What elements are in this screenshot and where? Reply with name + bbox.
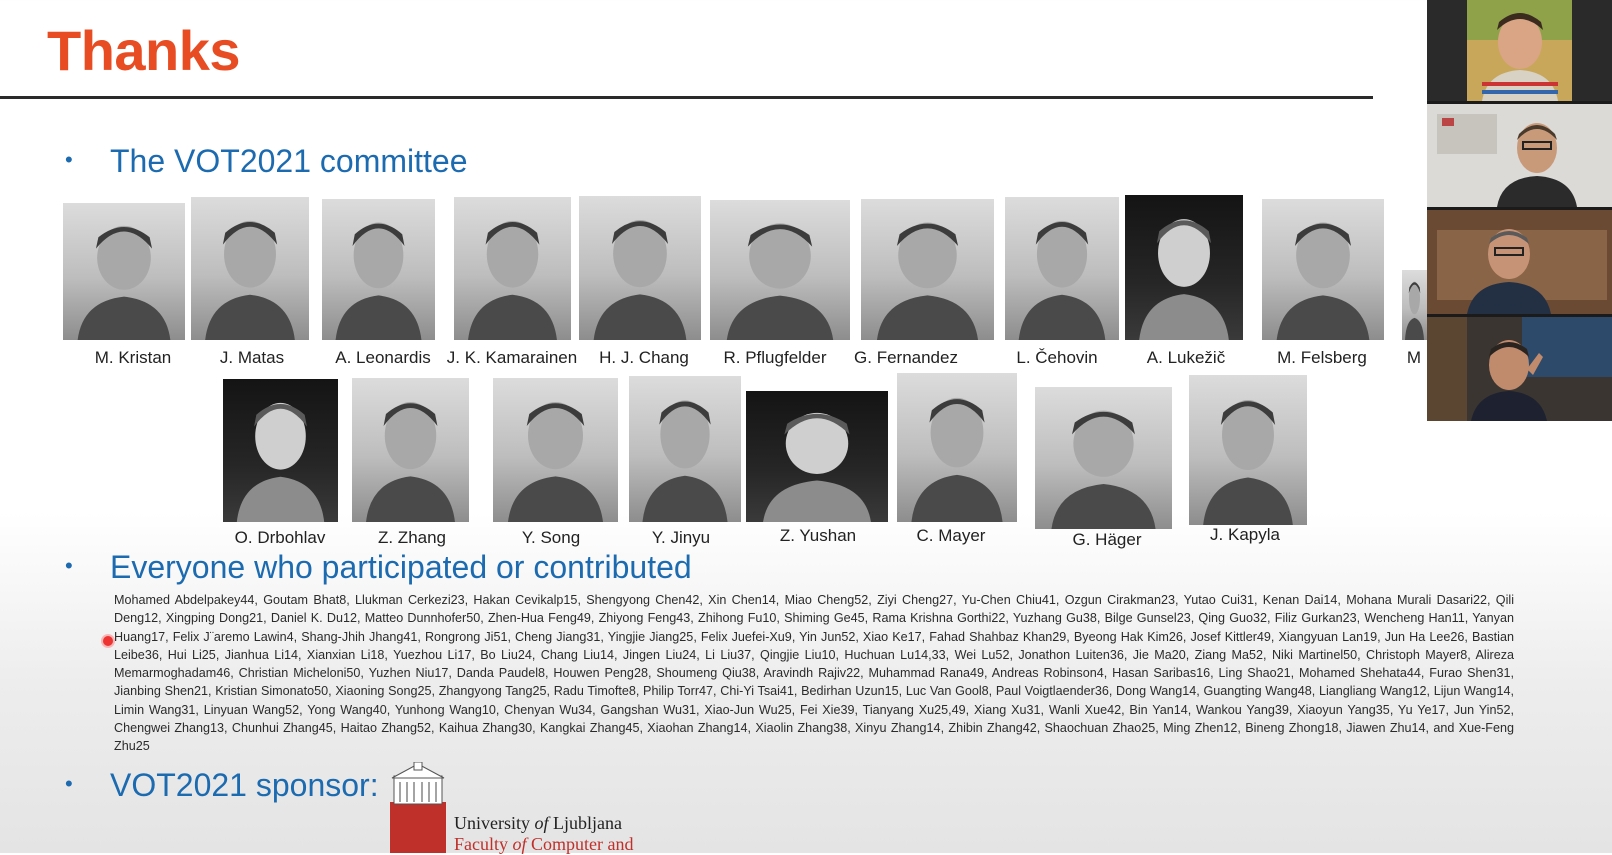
laser-pointer-icon xyxy=(103,636,113,646)
committee-photo xyxy=(1402,270,1427,340)
portrait-silhouette-icon xyxy=(1125,195,1243,340)
committee-photo xyxy=(322,199,435,340)
portrait-silhouette-icon xyxy=(710,200,850,340)
committee-photo xyxy=(579,196,701,340)
portrait-silhouette-icon xyxy=(1262,199,1384,340)
committee-member-name: G. Fernandez xyxy=(854,348,958,367)
section-sponsor xyxy=(65,767,379,804)
committee-photo xyxy=(1035,387,1172,529)
committee-member-name: O. Drbohlav xyxy=(234,528,326,547)
committee-member-name: M. Felsberg xyxy=(1277,348,1367,367)
committee-photo xyxy=(191,197,309,340)
committee-photo xyxy=(223,379,338,522)
committee-photo xyxy=(1005,197,1119,340)
portrait-silhouette-icon xyxy=(322,199,435,340)
committee-member-name: A. Leonardis xyxy=(335,348,431,367)
committee-photo xyxy=(629,376,741,522)
portrait-silhouette-icon xyxy=(63,203,185,340)
sponsor-name-line1: University of Ljubljana xyxy=(454,813,622,833)
portrait-silhouette-icon xyxy=(493,378,618,522)
portrait-silhouette-icon xyxy=(191,197,309,340)
participant-video-1[interactable] xyxy=(1427,0,1612,101)
portrait-silhouette-icon xyxy=(352,378,469,522)
committee-member-name: C. Mayer xyxy=(916,526,986,545)
committee-member-name: J. K. Kamarainen xyxy=(446,348,578,367)
committee-photo xyxy=(710,200,850,340)
committee-member-name: R. Pflugfelder xyxy=(723,348,827,367)
committee-photo xyxy=(352,378,469,522)
portrait-silhouette-icon xyxy=(861,199,994,340)
committee-member-name: A. Lukežič xyxy=(1146,348,1226,367)
committee-member-name: Y. Jinyu xyxy=(651,528,711,547)
bullet: • xyxy=(65,771,73,796)
committee-member-name: Y. Song xyxy=(521,528,581,547)
committee-member-name: M. Kristan xyxy=(94,348,172,367)
committee-member-name: G. Häger xyxy=(1072,530,1142,549)
portrait-silhouette-icon xyxy=(1189,375,1307,525)
portrait-silhouette-icon xyxy=(579,196,701,340)
section-sponsor-title: VOT2021 sponsor: xyxy=(110,767,379,803)
bullet: • xyxy=(65,553,73,578)
sponsor-name-line2: Faculty of Computer and xyxy=(454,834,634,854)
committee-photo xyxy=(493,378,618,522)
portrait-silhouette-icon xyxy=(629,376,741,522)
title-divider xyxy=(0,96,1373,99)
portrait-silhouette-icon xyxy=(1402,270,1427,340)
portrait-silhouette-icon xyxy=(223,379,338,522)
committee-photo xyxy=(897,373,1017,522)
committee-photo xyxy=(1125,195,1243,340)
committee-member-name: Z. Zhang xyxy=(377,528,447,547)
section-committee-title: The VOT2021 committee xyxy=(110,143,468,179)
section-committee xyxy=(65,143,467,180)
committee-member-name: J. Kapyla xyxy=(1210,525,1280,544)
bullet: • xyxy=(65,147,73,172)
committee-member-name: J. Matas xyxy=(219,348,285,367)
committee-photo xyxy=(861,199,994,340)
committee-photo xyxy=(1262,199,1384,340)
section-participants xyxy=(65,549,692,586)
participant-video-icon xyxy=(1427,0,1612,101)
participant-video-icon xyxy=(1427,210,1612,314)
committee-photo xyxy=(746,391,888,522)
committee-photo xyxy=(454,197,571,340)
participant-video-2[interactable] xyxy=(1427,104,1612,207)
committee-member-name: L. Čehovin xyxy=(1016,348,1098,367)
portrait-silhouette-icon xyxy=(1005,197,1119,340)
portrait-silhouette-icon xyxy=(746,391,888,522)
video-participants-panel xyxy=(1427,0,1612,421)
participant-video-3[interactable] xyxy=(1427,210,1612,314)
committee-photo xyxy=(63,203,185,340)
slide-title: Thanks xyxy=(47,19,241,82)
committee-member-name: Z. Yushan xyxy=(779,526,857,545)
committee-member-name: H. J. Chang xyxy=(599,348,689,367)
section-participants-title: Everyone who participated or contributed xyxy=(110,549,692,585)
portrait-silhouette-icon xyxy=(897,373,1017,522)
committee-photo xyxy=(1189,375,1307,525)
portrait-silhouette-icon xyxy=(1035,387,1172,529)
participant-video-icon xyxy=(1427,317,1612,421)
participant-video-4[interactable] xyxy=(1427,317,1612,421)
university-building-logo-icon xyxy=(390,762,446,853)
portrait-silhouette-icon xyxy=(454,197,571,340)
participant-video-icon xyxy=(1427,104,1612,207)
committee-member-name: M xyxy=(1406,348,1422,367)
participants-list: Mohamed Abdelpakey44, Goutam Bhat8, Llukman Cerkezi23, Hakan Cevikalp15, Shengyong Chen42, Xin Chen14, Miao Cheng52, Ziyi Cheng27, Yu-Chen Chiu41, Ozgun Cirakman23, Yutao Cui31, Kenan Dai14, Mohana Murali Dasari22, Qili Deng12, Xingping Dong21, Daniel K. Du12, Matteo Dunnhofer50, Zhen-Hua Feng49, Zhiyong Feng43, Zhihong Fu10, Shiming Ge45, Rama Krishna Gorthi22, Yuzhang Gu38, Bilge Gunsel23, Qing Guo32, Filiz Gurkan23, Wencheng Han11, Yanyan Huang17, Felix J¨aremo Lawin4, Shang-Jhih Jhang41, Rongrong Ji51, Cheng Jiang31, Yingjie Jiang25, Felix Juefei-Xu9, Yin Jun52, Xiao Ke17, Fahad Shahbaz Khan29, Byeong Hak Kim26, Josef Kittler49, Xiangyuan Lan19, Jun Ha Lee26, Bastian Leibe36, Hui Li25, Jianhua Li14, Xianxian Li18, Yuezhou Li17, Bo Liu24, Chang Liu14, Jingen Liu24, Li Liu37, Qingjie Liu10, Huchuan Lu14,33, Wei Lu52, Jonathon Luiten36, Jie Ma20, Ziang Ma52, Niki Martinel50, Christoph Mayer8, Alireza Memarmoghadam46, Christian Micheloni50, Yuzhen Niu17, Danda Paudel8, Houwen Peng28, Shoumeng Qiu38, Aravindh Rajiv22, Muhammad Rana49, Andreas Robinson4, Hasan Saribas16, Ling Shao21, Mohamed Shehata44, Furao Shen31, Jianbing Shen21, Kristian Simonato50, Xiaoning Song25, Zhangyong Tang25, Radu Timofte8, Philip Torr47, Chi-Yi Tsai41, Bedirhan Uzun15, Luc Van Gool8, Paul Voigtlaender36, Dong Wang14, Guangting Wang48, Liangliang Wang12, Lijun Wang14, Limin Wang31, Linyuan Wang52, Yong Wang40, Yunhong Wang10, Chenyan Wu34, Gangshan Wu31, Xiao-Jun Wu25, Fei Xie39, Tianyang Xu25,49, Xiang Xu31, Wanli Xue42, Bin Yan14, Wankou Yang39, Xiaoyun Yang35, Yu Ye17, Jun Yin52, Chengwei Zhang13, Chunhui Zhang45, Haitao Zhang52, Kaihua Zhang30, Kangkai Zhang45, Xiaohan Zhang14, Xiaolin Zhang38, Xinyu Zhang14, Zhibin Zhang42, Shaochuan Zhao25, Ming Zhen12, Bineng Zhong18, Jiawen Zhu14, and Xue-Feng Zhu25 xyxy=(114,593,1514,754)
